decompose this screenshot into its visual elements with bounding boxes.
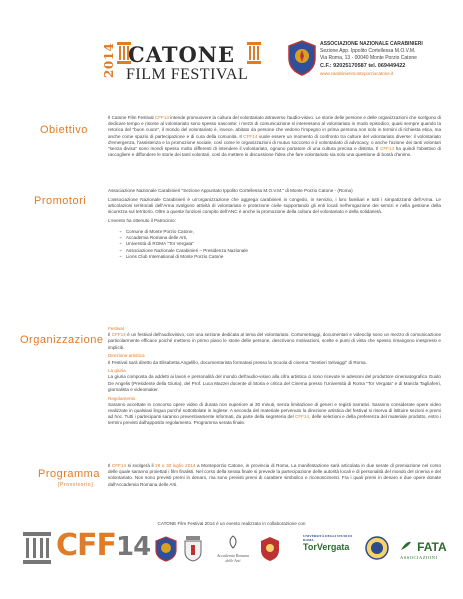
arrow-icon: ➝ (118, 228, 122, 234)
municipality-crest-icon (183, 536, 203, 562)
section-title-programma: Programma (38, 468, 100, 480)
column-icon (246, 42, 262, 64)
accademia-logo: Accademia Romana delle Arti (213, 534, 253, 563)
tor-vergata-logo: UNIVERSITÀ DEGLI STUDI DI ROMA TorVergata (303, 534, 352, 552)
lions-club-icon (365, 536, 389, 560)
cff-logo-text: CFF14 (56, 528, 151, 563)
association-fiscal-code: C.F.: 92025170587 tel. 069449422 (320, 63, 406, 69)
association-address: Via Roma, 13 - 00040 Monte Porzio Catone (320, 55, 417, 61)
section-title-organizzazione: Organizzazione (20, 334, 104, 346)
column-icon (22, 532, 52, 564)
partner-logos (20, 530, 450, 566)
list-item: ➝ Associazione Nazionale Carabinieri – Presidenza Nazionale (118, 247, 248, 253)
association-name: ASSOCIAZIONE NAZIONALE CARABINIERI (320, 41, 423, 47)
section-body-obiettivo: Il Catone Film Festival CFF14 intende promuovere la cultura del volontariato attraverso l'audio-visivo. Le storie delle persone e delle organizzazioni che scelgono di dedicare tempo e risorse al volontariato sono spesso nascoste: i mezzi di comunicazione si interessano al volontariato in modo episodico, quasi sempre quando la retorica del "buon cuore", il mondo del volontariato è, invece, abitato da persone che vedono l'impegno in prima persona non solo in termini di richiesta etica, ma anche come spazio di partecipazione e di cura della comunità. Il CFF14 vuole essere un momento di confronto tra culture del volontariato diverse: il volontariato d'emergenza, l'assistenza e la promozione sociale, così come le organizzazioni di mutuo soccorso e il volontariato di advocacy, o anche l'azione dei tanti volontari "senza divisa" sono mondi spesso molto differenti di intendere il volontariato, ognuno portatore di una cultura precisa e distinta. Il CFF14 ha quindi l'obiettivo di raccogliere e diffondere le storie dei tanti volontari, così da mettere in discussione l'idea che fare volontariato sia solo una questione di bontà d'animo. (108, 115, 441, 158)
promotori-description: L'associazione Nazionale Carabinieri è un'organizzazione che aggrega carabinieri in congedo, in servizio, i loro familiari e tutti i simpatizzanti dell'Arma. Le articolazioni territoriali dell'Arma svolgono attività di volontariato e protezione civile supportando gli enti locali nell'erogazione dei servizi e nella gestione della sicurezza sul territorio. Oltre a queste funzioni compito dell'ANC è anche la promozione della cultura del volontariato e della solidarietà. (108, 196, 441, 215)
logo-subtitle: FILM FESTIVAL (126, 66, 249, 83)
arrow-icon: ➝ (118, 234, 122, 240)
arrow-icon: ➝ (118, 241, 122, 247)
catone-film-festival-logo (100, 42, 275, 86)
giuria-label: La giuria (108, 368, 126, 374)
carabinieri-crest-icon (155, 536, 177, 562)
association-section: Sezione App. Ippolito Cortellessa M.O.V.M. (320, 48, 416, 54)
regolamento-label: Regolamento (108, 395, 136, 401)
patrocinio-intro: L'evento ha ottenuto il Patrocinio: (108, 218, 176, 224)
patrocinio-list (118, 229, 441, 261)
fata-logo: FATA ASSOCIAZIONI (400, 540, 447, 560)
section-body-organizzazione: Festival Il CFF14 è un festival dell'audiovisivo, con una sezione dedicata al tema del volontariato. Cortometraggi, documentari e videoclip sono un mezzo di comunicazione particolarmente efficace poiché mettono in primo piano le storie delle persone, descrivono motivazioni, scelte e punti di vista che spesso rimangono inespressi e impliciti. Direzione artistica Il Festival sarà diretto da Elisabetta Angelillo, documentarista formatasi presso la Scuola di cinema "Sentieri Selvaggi" di Roma. La giuria La giuria composta da addetti ai lavori e personalità del mondo dell'audio-visivo alla cifra artistica ci sono ricevute le adesioni del produttore cinematografico Guido De Angelis (Presidente della Giuria), del Prof. Luca Mazzei docente di Storia e critica del Cinema presso l'Università di Roma "Tor Vergata" e di Maricla Tagliaferri, giornalista e videomaker. Regolamento Saranno accettate in concorso opere video di durata non superiore ai 30 minuti, senza limitazione di generi e registi narrativi. Saranno considerate opere video realizzate in qualsiasi lingua purché sottotitolate in inglese. A seconda del materiale pervenuto la direzione artistica del festival si riserva di istituire sezioni e premi ad hoc. Tutti i partecipanti saranno preventivamente informati, da parte della segreteria del CFF14, delle selezioni e della preferenza del materiale prodotto, entro i termini previsti dall'apposito regolamento. Programma serata finale. (108, 326, 441, 426)
logo-year: 2014 (102, 42, 116, 78)
arrow-icon: ➝ (118, 247, 122, 253)
accademia-icon (226, 535, 240, 549)
section-subtitle-programma: [Provvisorio] (58, 482, 94, 488)
festival-label: Festival (108, 326, 124, 331)
section-title-promotori: Promotori (34, 195, 87, 207)
direzione-label: Direzione artistica (108, 353, 145, 359)
section-body-promotori (108, 188, 441, 267)
list-item: ➝ Accademia Romana delle Arti, (118, 234, 188, 240)
carabinieri-emblem-icon (287, 40, 317, 76)
cff14-logo (20, 528, 151, 566)
association-website-link[interactable]: www.carabinierimonteporziocatone.it (320, 71, 394, 76)
section-title-obiettivo: Obiettivo (40, 124, 88, 136)
list-item: ➝ Comune di Monte Porzio Catone, (118, 228, 194, 234)
list-item: ➝ Lions Club International di Monte Porzio Catone (118, 254, 224, 260)
logo-title: CATONE (128, 42, 235, 67)
footer-collaboration-note: CATONE Film Festival 2014 è un evento realizzato in collaborazione con (157, 521, 306, 526)
wing-icon (400, 541, 412, 551)
lions-badge-icon (260, 536, 280, 562)
association-info (320, 41, 460, 77)
promotori-association: Associazione Nazionale Carabinieri "Sezione Appuntato Ippolito Cortellessa M.O.V.M." di Monte Porzio Catone - (Roma) (108, 188, 353, 193)
list-item: ➝ Università di ROMA "Tor Vergata" (118, 241, 194, 247)
arrow-icon: ➝ (118, 254, 122, 260)
section-body-programma: Il CFF14 si svolgerà il 29 e 30 luglio 2014 a Monteporzio Catone, in provincia di Roma. La manifestazione sarà articolata in due serate di premiazione nel corso delle quale saranno proiettati i film finalisti. Nel corso della serata finale si prevede la partecipazione delle autorità locali e di personalità del mondo del cinema e del volontariato. Non sono previsti premi in denaro, ma sono previsti premi di carattere simbolico e riconoscimenti. Fra i quali premi in denaro e due opere donate dall'Accademia Romana delle Arti. (108, 463, 442, 487)
